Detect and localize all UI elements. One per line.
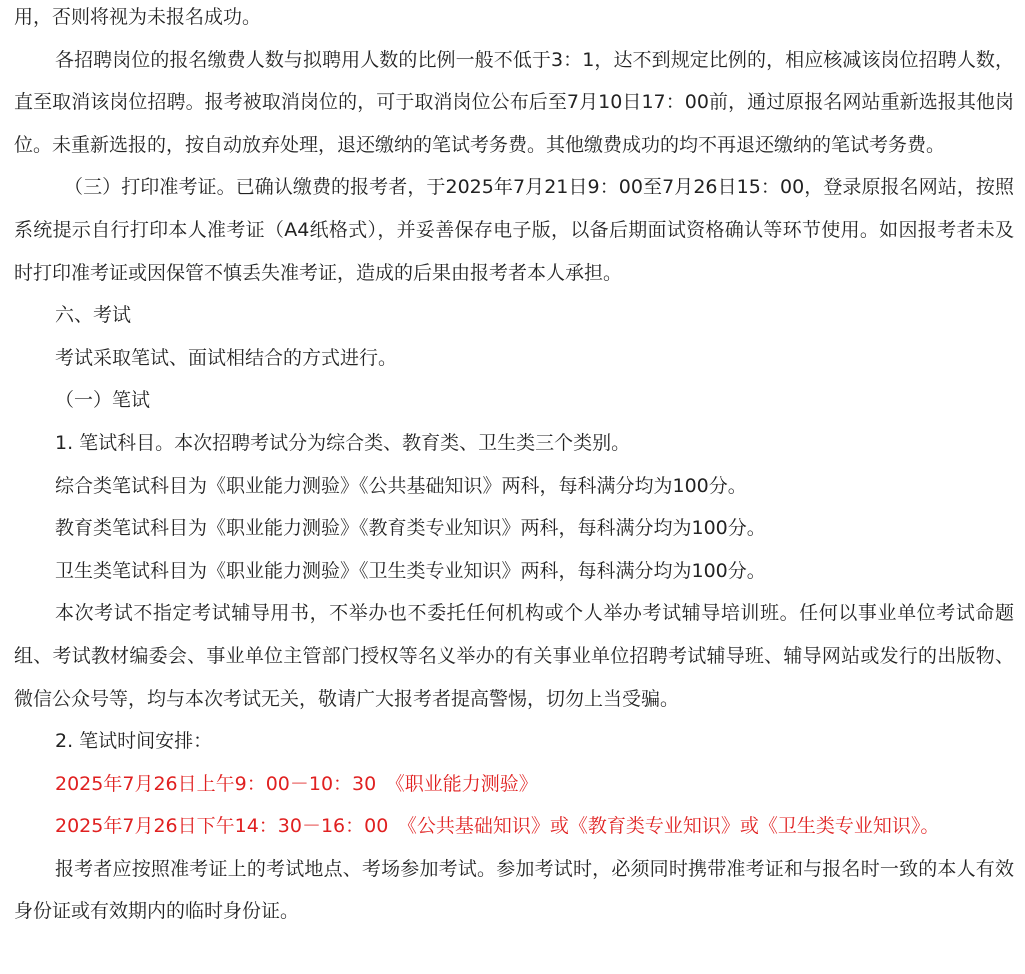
subsection-heading-written-exam: （一）笔试 — [55, 389, 151, 412]
schedule-morning-session: 2025年7月26日上午9：00－10：30 《职业能力测验》 — [55, 772, 538, 795]
schedule-afternoon-session: 2025年7月26日下午14：30－16：00 《公共基础知识》或《教育类专业知识》或《卫生类专业知识》。 — [55, 815, 940, 838]
paragraph-general-subjects: 综合类笔试科目为《职业能力测验》《公共基础知识》两科，每科满分均为100分。 — [55, 474, 747, 497]
paragraph-exam-subjects: 1. 笔试科目。本次招聘考试分为综合类、教育类、卫生类三个类别。 — [55, 431, 631, 454]
document-body — [14, 0, 1014, 933]
paragraph-no-tutoring-notice: 本次考试不指定考试辅导用书，不举办也不委托任何机构或个人举办考试辅导培训班。任何以事业单位考试命题组、考试教材编委会、事业单位主管部门授权等名义举办的有关事业单位招聘考试辅导班、辅导网站或发行的出版物、微信公众号等，均与本次考试无关，敬请广大报考者提高警惕，切勿上当受骗。 — [14, 602, 1014, 710]
paragraph-ratio-rule: 各招聘岗位的报名缴费人数与拟聘用人数的比例一般不低于3：1，达不到规定比例的，相应核减该岗位招聘人数，直至取消该岗位招聘。报考被取消岗位的，可于取消岗位公布后至7月10日17：00前，通过原报名网站重新选报其他岗位。未重新选报的，按自动放弃处理，退还缴纳的笔试考务费。其他缴费成功的均不再退还缴纳的笔试考务费。 — [14, 48, 1014, 156]
paragraph-registration-note: 用，否则将视为未报名成功。 — [14, 6, 262, 28]
paragraph-exam-schedule-heading: 2. 笔试时间安排： — [55, 730, 213, 753]
paragraph-education-subjects: 教育类笔试科目为《职业能力测验》《教育类专业知识》两科，每科满分均为100分。 — [55, 517, 766, 540]
paragraph-exam-method: 考试采取笔试、面试相结合的方式进行。 — [55, 346, 398, 369]
section-heading-exam: 六、考试 — [55, 304, 132, 327]
paragraph-print-admission-ticket: （三）打印准考证。已确认缴费的报考者，于2025年7月21日9：00至7月26日15：00，登录原报名网站，按照系统提示自行打印本人准考证（A4纸格式），并妥善保存电子版，以备后期面试资格确认等环节使用。如因报考者未及时打印准考证或因保管不慎丢失准考证，造成的后果由报考者本人承担。 — [14, 176, 1014, 284]
paragraph-health-subjects: 卫生类笔试科目为《职业能力测验》《卫生类专业知识》两科，每科满分均为100分。 — [55, 559, 766, 582]
paragraph-id-requirements: 报考者应按照准考证上的考试地点、考场参加考试。参加考试时，必须同时携带准考证和与报名时一致的本人有效身份证或有效期内的临时身份证。 — [14, 857, 1014, 923]
